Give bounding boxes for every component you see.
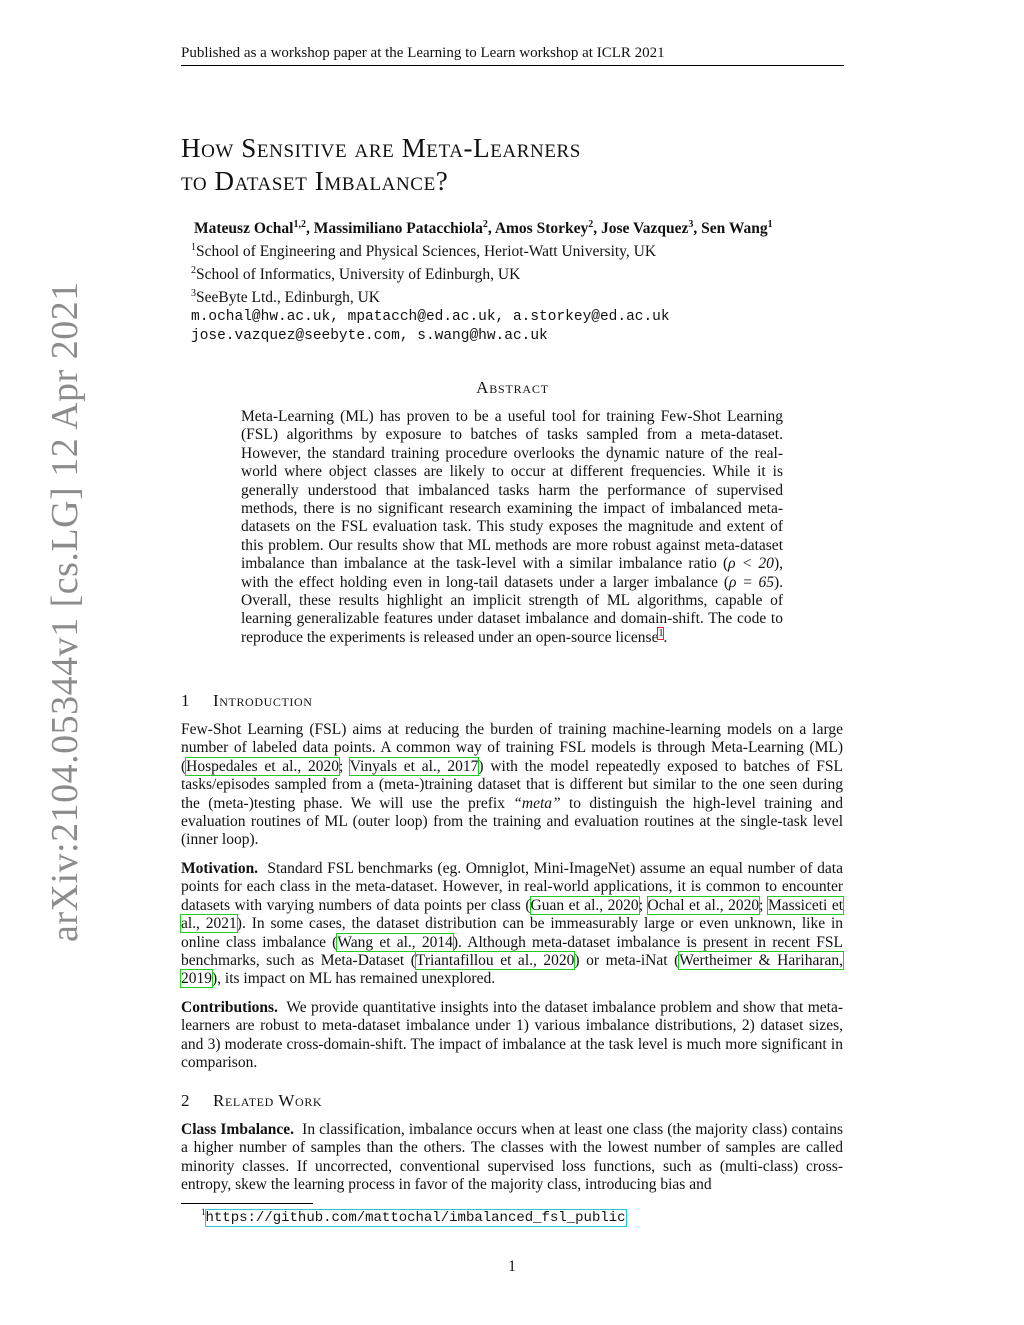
section-2-heading — [181, 1091, 844, 1111]
text-run: ). In some cases, the dataset distribution can be immeasurably large or even unknown, like in online class imbalance ( — [181, 915, 844, 951]
affiliation-mark: 2 — [588, 219, 594, 230]
footnote-mark: 1 — [201, 1207, 206, 1217]
intro-paragraph — [181, 721, 843, 850]
section-number: 1 — [181, 691, 191, 710]
author-emails-2: jose.vazquez@seebyte.com, s.wang@hw.ac.uk — [191, 327, 548, 344]
abstract-part: . — [663, 628, 668, 646]
citation-link[interactable]: Wertheimer & Hariharan, 2019 — [181, 952, 843, 988]
affiliation-3 — [191, 284, 851, 307]
author-name: Mateusz Ochal — [194, 220, 294, 238]
title-line-2: to Dataset Imbalance? — [181, 166, 449, 196]
affiliation-text: School of Engineering and Physical Sciences, Heriot-Watt University, UK — [196, 243, 657, 261]
contributions-paragraph — [181, 999, 847, 1073]
citation-link[interactable]: Massiceti et al., 2021 — [181, 896, 844, 933]
affiliation-mark: 2 — [191, 265, 196, 277]
page-number: 1 — [508, 1258, 516, 1275]
paper-title — [181, 132, 844, 198]
paragraph-label: Class Imbalance. — [181, 1121, 295, 1138]
class-imbalance-paragraph — [181, 1121, 847, 1195]
running-header: Published as a workshop paper at the Learning to Learn workshop at ICLR 2021 — [181, 44, 844, 66]
text-run: to distinguish the high-level training and evaluation routines of ML (outer loop) from the training and evaluation routines at the single-task level (inner loop). — [181, 794, 843, 849]
abstract-part: ). Overall, these results highlight an implicit strength of ML algorithms, capable of learning generalizable features under dataset imbalance and domain-shift. The code to reproduce the experiments is released under an open-source license — [241, 573, 783, 646]
text-run: Few-Shot Learning (FSL) aims at reducing the burden of training machine-learning models on a large number of labeled data points. A common way of training FSL models is through Meta-Learning (ML) ( — [181, 721, 843, 775]
abstract-part: ), with the effect holding even in long-tail datasets under a larger imbalance ( — [241, 555, 783, 591]
text-run: We provide quantitative insights into the dataset imbalance problem and show that meta-learners are robust to meta-dataset imbalance under 1) various imbalance distributions, 2) dataset sizes, and 3) moderate cross-domain-shift. The impact of imbalance at the task level is much more significant in comparison. — [181, 999, 847, 1072]
text-run: ; — [638, 896, 648, 914]
section-number: 2 — [181, 1091, 191, 1110]
text-run: ) or meta-iNat ( — [574, 952, 680, 970]
emphasis: “meta” — [513, 794, 561, 812]
author-name: Amos Storkey — [494, 220, 589, 238]
affiliation-text: School of Informatics, University of Edinburgh, UK — [196, 266, 521, 284]
affiliation-mark: 3 — [688, 219, 694, 230]
math-inline: ρ < 20 — [728, 555, 774, 573]
text-run: ; — [759, 896, 768, 914]
affiliation-mark: 1,2 — [293, 219, 306, 230]
author-names: Mateusz Ochal$^{1,2}$, Massimiliano Patacchiola$^2$, Amos Storkey$^2$, Jose Vazquez$^3$, Sen Wang$^1$ — [194, 219, 773, 238]
text-run: In classification, imbalance occurs when at least one class (the majority class) contains a higher number of samples than the others. The classes with the lowest number of samples are called minority classes. If uncorrected, conventional supervised loss functions, such as (multi-class) cross-entropy, skew the learning process in favor of the majority class, introducing bias and — [181, 1121, 847, 1194]
citation-link[interactable]: Ochal et al., 2020 — [647, 896, 760, 914]
citation-link[interactable]: Wang et al., 2014 — [337, 933, 453, 951]
citation-link[interactable]: Hospedales et al., 2020 — [186, 757, 339, 775]
citation-link[interactable]: Vinyals et al., 2017 — [349, 757, 479, 775]
affiliation-2 — [191, 261, 851, 284]
title-line-1: How Sensitive are Meta-Learners — [181, 133, 581, 163]
author-name: Massimiliano Patacchiola — [313, 220, 483, 238]
paragraph-label: Motivation. — [181, 860, 259, 877]
motivation-paragraph — [181, 860, 847, 989]
author-name: Sen Wang — [701, 220, 768, 238]
math-inline: ρ = 65 — [728, 573, 774, 591]
section-title: Related Work — [213, 1091, 323, 1110]
paragraph-label: Contributions. — [181, 999, 278, 1016]
text-run: ) with the model repeatedly exposed to batches of FSL tasks/episodes sampled from a (meta-)training dataset that is different but similar to the one seen during the (meta-)testing phase. We will use the prefix — [181, 757, 844, 812]
citation-link[interactable]: Guan et al., 2020 — [530, 896, 639, 914]
affiliation-text: SeeByte Ltd., Edinburgh, UK — [196, 289, 380, 307]
citation-link[interactable]: Triantafillou et al., 2020 — [415, 952, 575, 970]
affiliation-mark: 1 — [191, 242, 196, 254]
author-name: Jose Vazquez — [601, 220, 689, 238]
abstract-heading: Abstract — [476, 378, 549, 397]
arxiv-stamp[interactable]: arXiv:2104.05344v1 [cs.LG] 12 Apr 2021 — [44, 281, 86, 942]
footnote-url-link[interactable]: https://github.com/mattochal/imbalanced_fsl_public — [205, 1209, 626, 1226]
affiliation-mark: 1 — [767, 219, 773, 230]
text-run: Standard FSL benchmarks (eg. Omniglot, Mini-ImageNet) assume an equal number of data points for each class in the meta-dataset. However, in real-world applications, it is common to encounter datasets with varying numbers of data points per class ( — [181, 860, 847, 914]
text-run: ; — [338, 757, 350, 775]
text-run: ). Although meta-dataset imbalance is present in recent FSL benchmarks, such as Meta-Dataset ( — [181, 933, 843, 970]
author-emails-1: m.ochal@hw.ac.uk, mpatacch@ed.ac.uk, a.storkey@ed.ac.uk — [191, 308, 670, 325]
footnote-rule — [181, 1203, 313, 1204]
affiliation-1 — [191, 238, 851, 261]
abstract-part: Meta-Learning (ML) has proven to be a useful tool for training Few-Shot Learning (FSL) algorithms by exposure to batches of tasks sampled from a meta-dataset. However, the standard training procedure overlooks the dynamic nature of the real-world where object classes are likely to occur at different frequencies. While it is generally understood that imbalanced tasks harm the performance of supervised methods, there is no significant research examining the impact of imbalanced meta-datasets on the FSL evaluation task. This study exposes the magnitude and extent of this problem. Our results show that ML methods are more robust against meta-dataset imbalance than imbalance at the task-level with a similar imbalance ratio ( — [241, 408, 783, 573]
author-block — [191, 215, 851, 346]
footnote-link[interactable]: 1 — [658, 627, 664, 639]
section-title: Introduction — [213, 691, 313, 710]
abstract-text — [241, 408, 783, 647]
section-1-heading — [181, 691, 844, 711]
text-run: ), its impact on ML has remained unexplored. — [212, 970, 496, 988]
affiliation-mark: 2 — [482, 219, 488, 230]
footnote — [201, 1207, 626, 1226]
affiliation-mark: 3 — [191, 288, 196, 300]
